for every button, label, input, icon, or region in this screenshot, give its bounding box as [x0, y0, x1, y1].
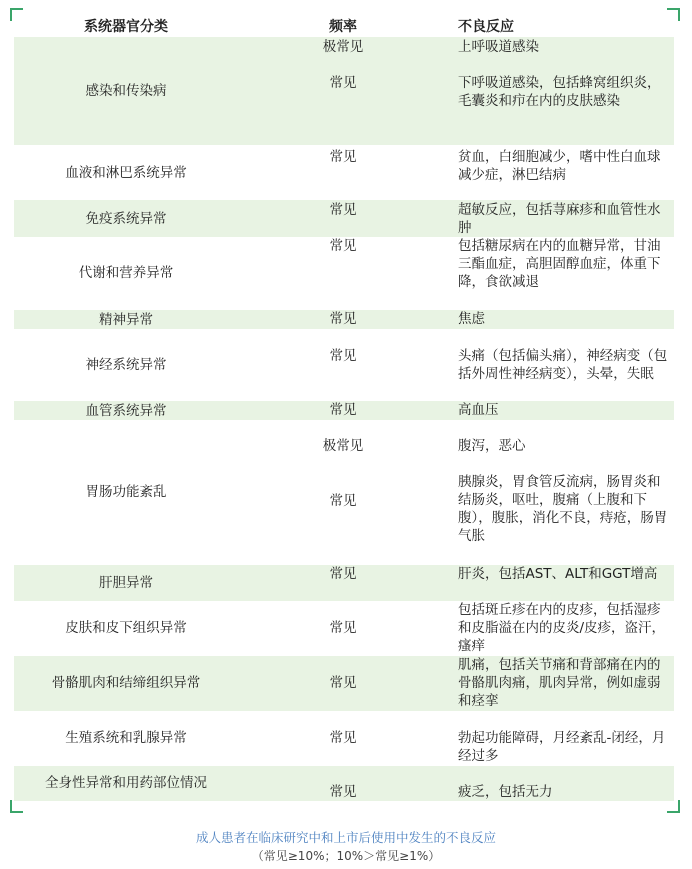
- table-row: [14, 310, 674, 329]
- category-cell: 肝胆异常: [99, 575, 153, 591]
- category-cell: 骨骼肌肉和结缔组织异常: [51, 675, 201, 691]
- reaction-cell: 超敏反应，包括荨麻疹和血管性水肿: [458, 202, 661, 236]
- table-row: [14, 711, 674, 766]
- frame-corner-bottom-right: [667, 800, 680, 813]
- table-row: [14, 565, 674, 601]
- caption-legend: （常见≥10%；10%＞常见≥1%）: [251, 849, 441, 863]
- frequency-cell: 常见: [329, 784, 357, 800]
- caption-title: 成人患者在临床研究中和上市后使用中发生的不良反应: [195, 830, 496, 845]
- reaction-cell: 高血压: [458, 402, 499, 418]
- reaction-cell: 上呼吸道感染: [458, 39, 539, 55]
- category-cell: 全身性异常和用药部位情况: [45, 775, 207, 791]
- table-row: [14, 37, 674, 145]
- reaction-cell: 疲乏，包括无力: [458, 784, 553, 800]
- category-cell: 精神异常: [99, 312, 153, 328]
- reaction-cell: 贫血，白细胞减少，嗜中性白血球减少症，淋巴结病: [458, 149, 661, 183]
- frequency-cell: 常见: [329, 348, 357, 364]
- reaction-cell: 下呼吸道感染，包括蜂窝组织炎，毛囊炎和疖在内的皮肤感染: [458, 75, 661, 109]
- reaction-cell: 包括糖尿病在内的血糖异常，甘油三酯血症，高胆固醇血症，体重下降，食欲减退: [458, 238, 661, 290]
- frequency-cell: 常见: [329, 566, 357, 582]
- table-row: [14, 420, 674, 565]
- reaction-cell: 包括斑丘疹在内的皮疹，包括湿疹和皮脂溢在内的皮炎/皮疹，盗汗，瘙痒: [458, 602, 666, 654]
- table-row: [14, 329, 674, 401]
- frequency-cell: 常见: [329, 149, 357, 165]
- header-frequency: 频率: [329, 19, 357, 35]
- frequency-cell: 常见: [329, 730, 357, 746]
- reaction-cell: 勃起功能障碍，月经紊乱-闭经，月经过多: [458, 730, 666, 764]
- category-cell: 代谢和营养异常: [78, 265, 174, 281]
- frequency-cell: 常见: [329, 675, 357, 691]
- category-cell: 血管系统异常: [85, 403, 167, 419]
- frequency-cell: 常见: [329, 75, 357, 91]
- table-row: [14, 200, 674, 237]
- frequency-cell: 极常见: [322, 39, 364, 55]
- category-cell: 皮肤和皮下组织异常: [65, 620, 187, 636]
- table-row: [14, 601, 674, 656]
- frequency-cell: 常见: [329, 238, 357, 254]
- frequency-cell: 极常见: [322, 438, 364, 454]
- reaction-cell: 腹泻，恶心: [458, 438, 526, 454]
- category-cell: 生殖系统和乳腺异常: [65, 730, 187, 746]
- table-row: [14, 656, 674, 711]
- reaction-cell: 焦虑: [458, 311, 485, 327]
- frequency-cell: 常见: [329, 402, 357, 418]
- category-cell: 免疫系统异常: [85, 211, 167, 227]
- reaction-cell: 肌痛，包括关节痛和背部痛在内的骨骼肌肉痛，肌肉异常，例如虚弱和痉挛: [458, 657, 661, 709]
- category-cell: 神经系统异常: [85, 357, 167, 373]
- frequency-cell: 常见: [329, 493, 357, 509]
- category-cell: 血液和淋巴系统异常: [65, 165, 187, 181]
- reaction-cell: 肝炎，包括AST、ALT和GGT增高: [458, 566, 658, 582]
- reaction-cell: 头痛（包括偏头痛），神经病变（包括外周性神经病变），头晕，失眠: [458, 348, 668, 382]
- frequency-cell: 常见: [329, 620, 357, 636]
- table-row: [14, 145, 674, 200]
- table-row: [14, 766, 674, 801]
- frequency-cell: 常见: [329, 202, 357, 218]
- table-header: [14, 18, 674, 36]
- header-category: 系统器官分类: [84, 19, 168, 35]
- frame-corner-bottom-left: [10, 800, 23, 813]
- table-row: [14, 237, 674, 310]
- header-reaction: 不良反应: [458, 19, 514, 35]
- category-cell: 感染和传染病: [85, 83, 167, 99]
- category-cell: 胃肠功能紊乱: [85, 484, 167, 500]
- frequency-cell: 常见: [329, 311, 357, 327]
- table-row: [14, 401, 674, 420]
- reaction-cell: 胰腺炎，胃食管反流病，肠胃炎和结肠炎，呕吐，腹痛（上腹和下腹），腹胀，消化不良，痔疮，肠胃气胀: [458, 474, 668, 544]
